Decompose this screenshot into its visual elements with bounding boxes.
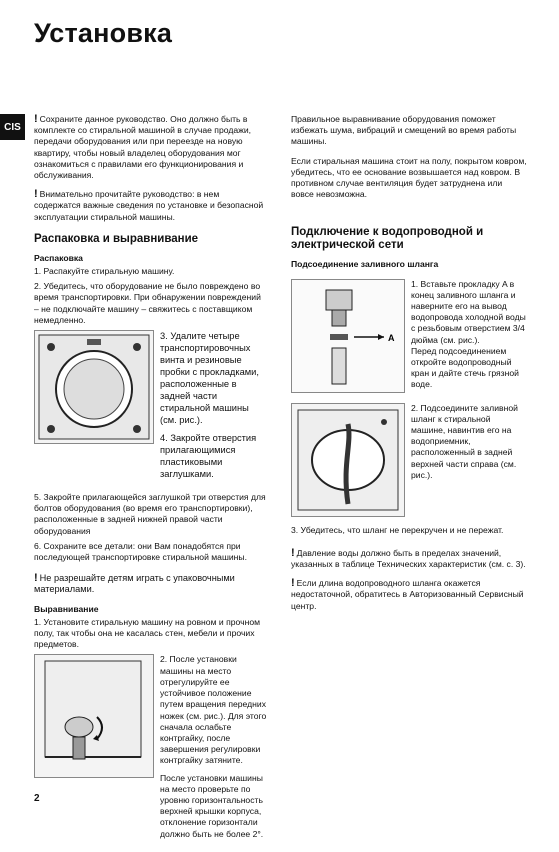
note-keep-manual: ! Сохраните данное руководство. Оно должно быть в комплекте со стиральной машиной в случае продажи, передачи оборудования или при переезде на новую квартиру, чтобы новый владелец оборудования мог ознакомиться с правилами его функционирования и обслуживания. (34, 113, 252, 181)
washer-foot-illustration (34, 654, 154, 778)
tap-svg (292, 280, 404, 392)
figure-hose-machine (291, 403, 527, 517)
warning-icon: ! (34, 188, 38, 201)
figure-text (160, 654, 267, 845)
warning-icon: ! (291, 577, 295, 590)
figure-leveling (34, 654, 267, 845)
paragraph-leveling-benefit: Правильное выравнивание оборудования поможет избежать шума, вибраций и смещений во время работы машины. (291, 114, 517, 147)
section-title-connect: Подключение к водопроводной и электрической сети (291, 226, 484, 252)
figure-transport-screws (34, 330, 267, 486)
list-item: 6. Сохраните все детали: они Вам понадобятся при последующей транспортировке стиральной машины. (34, 540, 247, 563)
warning-icon: ! (34, 572, 38, 585)
warning-icon: ! (291, 546, 295, 559)
left-column (34, 114, 267, 852)
page-number: 2 (34, 793, 40, 804)
figure-hose-tap (291, 279, 527, 397)
list-item: 1. Вставьте прокладку A в конец заливного шланга и наверните его на вывод водопровода холодной воды с резьбовым отверстием 3/4 дюйма (см. рис.). (411, 278, 526, 345)
list-item: 3. Удалите четыре транспортировочных винта и резиновые пробки с прокладками, расположенные в задней части стиральной машины (см. рис.). (160, 331, 259, 426)
paragraph-carpet: Если стиральная машина стоит на полу, покрытом ковром, убедитесь, что ее основание возвышается над ковром. В противном случае вентиляция будет затруднена или вовсе невозможна. (291, 155, 527, 200)
list-item: 2. После установки машины на место отрегулируйте ее устойчивое положение путем вращения передних ножек (см. рис.). Для этого сначала ослабьте контргайку, после завершения регулировки контргайку затяните. (160, 654, 267, 766)
list-item: 1. Распакуйте стиральную машину. (34, 266, 175, 277)
subsection-title-level: Выравнивание (34, 603, 99, 614)
washer-rear-illustration (34, 330, 154, 444)
list-item: 2. Убедитесь, что оборудование не было повреждено во время транспортировки. При обнаружении повреждений – не подключайте машину – свяжитесь с поставщиком немедленно. (34, 281, 261, 325)
washer-foot-svg (35, 655, 153, 777)
list-item: 4. Закройте отверстия прилагающимися пластиковыми заглушками. (160, 433, 257, 480)
list-item: 1. Установите стиральную машину на ровном и прочном полу, так чтобы она не касалась стен, мебели и прочих предметов. (34, 616, 261, 650)
note-hose-length: ! Если длина водопроводного шланга окажется недостаточной, обратитесь в Авторизованный Сервисный центр. (291, 577, 524, 611)
warning-icon: ! (34, 113, 38, 125)
figure-text (411, 279, 527, 397)
list-item: 2. Подсоедините заливной шланг к стиральной машине, навинтив его на водоприемник, расположенный в задней верхней части справа (см. рис.). (411, 402, 518, 480)
language-tab-cis: CIS (0, 114, 25, 140)
subsection-title-unpack: Распаковка (34, 252, 83, 263)
section-title-unpack: Распаковка и выравнивание (34, 232, 199, 245)
machine-back-svg (292, 404, 404, 516)
note-children: ! Не разрешайте детям играть с упаковочными материалами. (34, 572, 235, 595)
list-item: После установки машины на место проверьте по уровню горизонтальность верхней крышки корпуса, отклонение горизонтали должно быть не более 2°. (160, 772, 264, 839)
figure-text (411, 403, 527, 517)
subsection-title-hose: Подсоединение заливного шланга (291, 259, 439, 270)
list-item: Перед подсоединением откройте водопроводный кран и дайте стечь грязной воде. (411, 345, 519, 390)
note-read-manual: ! Внимательно прочитайте руководство: в нем содержатся важные сведения по установке и безопасной эксплуатации стиральной машины. (34, 188, 264, 222)
washer-rear-svg (35, 331, 153, 443)
tap-illustration (291, 279, 405, 393)
figure-text (160, 330, 267, 486)
note-pressure: ! Давление воды должно быть в пределах значений, указанных в таблице Технических характеристик (см. с. 3). (291, 546, 526, 570)
label-a: A (388, 332, 395, 343)
page-title: Установка (34, 18, 173, 48)
list-item: 5. Закройте прилагающейся заглушкой три отверстия для болтов оборудования (во время его транспортировки), расположенные в задней нижней правой части оборудования (34, 492, 266, 536)
right-column (291, 114, 527, 620)
list-item: 3. Убедитесь, что шланг не перекручен и не пережат. (291, 524, 504, 535)
machine-back-illustration (291, 403, 405, 517)
